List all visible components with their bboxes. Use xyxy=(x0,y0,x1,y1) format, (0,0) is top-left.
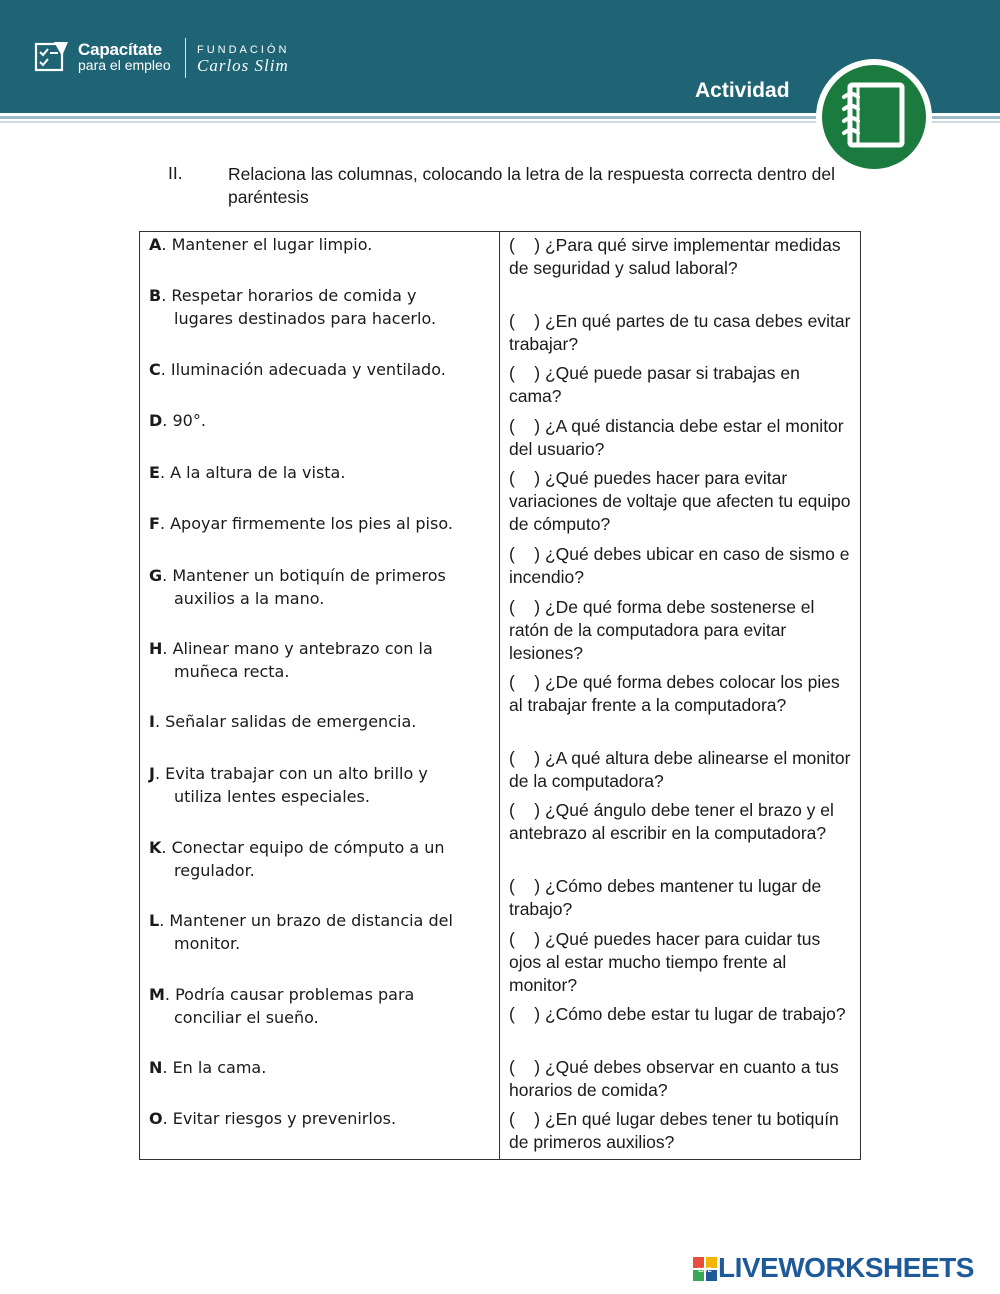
answer-text: . En la cama. xyxy=(162,1058,267,1077)
question-text: ¿A qué altura debe alinearse el monitor de la computadora? xyxy=(509,748,851,791)
answer-blank[interactable]: ( ) xyxy=(509,597,541,617)
answer-text-continued: utiliza lentes especiales. xyxy=(174,787,370,806)
answer-text: . Señalar salidas de emergencia. xyxy=(154,712,417,731)
answer-blank[interactable]: ( ) xyxy=(509,876,541,896)
answer-letter: B xyxy=(149,286,162,305)
matching-table xyxy=(139,231,861,1160)
answer-blank[interactable]: ( ) xyxy=(509,929,541,949)
answer-letter: L xyxy=(149,911,160,930)
answer-item xyxy=(149,461,494,484)
brand-name: Capacítate xyxy=(78,40,162,59)
column-divider xyxy=(499,232,500,1159)
question-text: ¿Qué puede pasar si trabajas en cama? xyxy=(509,363,800,406)
question-item xyxy=(509,467,854,536)
question-text: ¿Para qué sirve implementar medidas de seguridad y salud laboral? xyxy=(509,235,841,278)
question-text: ¿Qué puedes hacer para cuidar tus ojos al estar mucho tiempo frente al monitor? xyxy=(509,929,821,995)
question-item xyxy=(509,234,854,280)
answer-item xyxy=(149,983,494,1029)
question-text: ¿En qué lugar debes tener tu botiquín de primeros auxilios? xyxy=(509,1109,839,1152)
notebook-badge-icon xyxy=(814,57,934,177)
answer-blank[interactable]: ( ) xyxy=(509,363,541,383)
answer-item xyxy=(149,637,494,683)
question-item xyxy=(509,310,854,356)
answer-text: . Evita trabajar con un alto brillo y xyxy=(154,764,428,783)
answer-item xyxy=(149,564,494,610)
answer-item xyxy=(149,1107,494,1130)
answer-text-continued: conciliar el sueño. xyxy=(174,1008,319,1027)
answer-text: . A la altura de la vista. xyxy=(159,463,346,482)
answer-text: . Iluminación adecuada y ventilado. xyxy=(160,360,446,379)
answer-text: . Respetar horarios de comida y xyxy=(161,286,417,305)
answer-letter: A xyxy=(149,235,162,254)
answer-text-continued: monitor. xyxy=(174,934,241,953)
answer-text-continued: regulador. xyxy=(174,861,255,880)
answer-letter: M xyxy=(149,985,165,1004)
answer-letter: G xyxy=(149,566,163,585)
answer-text-continued: muñeca recta. xyxy=(174,662,290,681)
answer-item xyxy=(149,233,494,256)
answer-text-continued: lugares destinados para hacerlo. xyxy=(174,309,437,328)
answer-text: . Mantener un botiquín de primeros xyxy=(162,566,446,585)
instruction-number: II. xyxy=(168,163,183,183)
answer-blank[interactable]: ( ) xyxy=(509,672,541,692)
answer-letter: E xyxy=(149,463,160,482)
answer-text: . Apoyar firmemente los pies al piso. xyxy=(159,514,453,533)
answer-letter: I xyxy=(149,712,155,731)
question-text: ¿De qué forma debes colocar los pies al trabajar frente a la computadora? xyxy=(509,672,840,715)
instruction-text: Relaciona las columnas, colocando la letra de la respuesta correcta dentro del paréntesis xyxy=(228,164,836,207)
answer-text: . Conectar equipo de cómputo a un xyxy=(161,838,445,857)
question-item xyxy=(509,1056,854,1102)
answer-text-continued: auxilios a la mano. xyxy=(174,589,325,608)
answer-blank[interactable]: ( ) xyxy=(509,1109,541,1129)
answer-blank[interactable]: ( ) xyxy=(509,544,541,564)
question-item xyxy=(509,671,854,717)
answer-blank[interactable]: ( ) xyxy=(509,1004,541,1024)
question-text: ¿Qué debes ubicar en caso de sismo e incendio? xyxy=(509,544,850,587)
answer-letter: O xyxy=(149,1109,163,1128)
answer-text: . Mantener un brazo de distancia del xyxy=(159,911,453,930)
question-text: ¿De qué forma debe sostenerse el ratón de la computadora para evitar lesiones? xyxy=(509,597,815,663)
answer-item xyxy=(149,512,494,535)
foundation-label: FUNDACIÓN xyxy=(197,44,290,56)
answer-blank[interactable]: ( ) xyxy=(509,235,541,255)
answer-item xyxy=(149,284,494,330)
answer-text: . Podría causar problemas para xyxy=(164,985,415,1004)
answer-item xyxy=(149,710,494,733)
question-item xyxy=(509,362,854,408)
answer-letter: C xyxy=(149,360,161,379)
answer-blank[interactable]: ( ) xyxy=(509,311,541,331)
question-text: ¿Qué debes observar en cuanto a tus horarios de comida? xyxy=(509,1057,839,1100)
answer-letter: H xyxy=(149,639,163,658)
question-item xyxy=(509,543,854,589)
answer-letter: K xyxy=(149,838,162,857)
answer-item xyxy=(149,909,494,955)
question-item xyxy=(509,596,854,665)
liveworksheets-logo-icon xyxy=(693,1257,717,1281)
question-item xyxy=(509,799,854,845)
answer-blank[interactable]: ( ) xyxy=(509,1057,541,1077)
answer-letter: J xyxy=(149,764,155,783)
question-text: ¿A qué distancia debe estar el monitor del usuario? xyxy=(509,416,844,459)
answer-letter: N xyxy=(149,1058,163,1077)
answer-item xyxy=(149,409,494,432)
capacitate-logo-icon xyxy=(34,40,72,72)
answer-text: . Mantener el lugar limpio. xyxy=(161,235,373,254)
question-text: ¿Qué puedes hacer para evitar variaciones de voltaje que afecten tu equipo de cómputo? xyxy=(509,468,851,534)
question-item xyxy=(509,415,854,461)
answer-text: . Alinear mano y antebrazo con la xyxy=(162,639,433,658)
answer-item xyxy=(149,358,494,381)
answer-letter: F xyxy=(149,514,160,533)
question-text: ¿Qué ángulo debe tener el brazo y el antebrazo al escribir en la computadora? xyxy=(509,800,834,843)
answer-text: . Evitar riesgos y prevenirlos. xyxy=(162,1109,397,1128)
section-title: Actividad xyxy=(695,79,790,102)
brand-tagline: para el empleo xyxy=(78,57,171,73)
logo-icon-text: LIVE xyxy=(698,1268,712,1274)
answer-item xyxy=(149,1056,494,1079)
answer-item xyxy=(149,836,494,882)
answer-item xyxy=(149,762,494,808)
answer-blank[interactable]: ( ) xyxy=(509,800,541,820)
question-text: ¿Cómo debe estar tu lugar de trabajo? xyxy=(540,1004,846,1024)
answer-blank[interactable]: ( ) xyxy=(509,748,541,768)
question-text: ¿En qué partes de tu casa debes evitar trabajar? xyxy=(509,311,851,354)
question-text: ¿Cómo debes mantener tu lugar de trabajo? xyxy=(509,876,822,919)
answer-letter: D xyxy=(149,411,163,430)
logo-divider xyxy=(185,38,186,78)
answer-blank[interactable]: ( ) xyxy=(509,416,541,436)
question-item xyxy=(509,1108,854,1154)
answer-text: . 90°. xyxy=(162,411,206,430)
foundation-name: Carlos Slim xyxy=(197,56,289,75)
question-item xyxy=(509,1003,854,1026)
question-item xyxy=(509,928,854,997)
question-item xyxy=(509,747,854,793)
answer-blank[interactable]: ( ) xyxy=(509,468,541,488)
liveworksheets-logo-text: LIVEWORKSHEETS xyxy=(718,1252,974,1283)
question-item xyxy=(509,875,854,921)
